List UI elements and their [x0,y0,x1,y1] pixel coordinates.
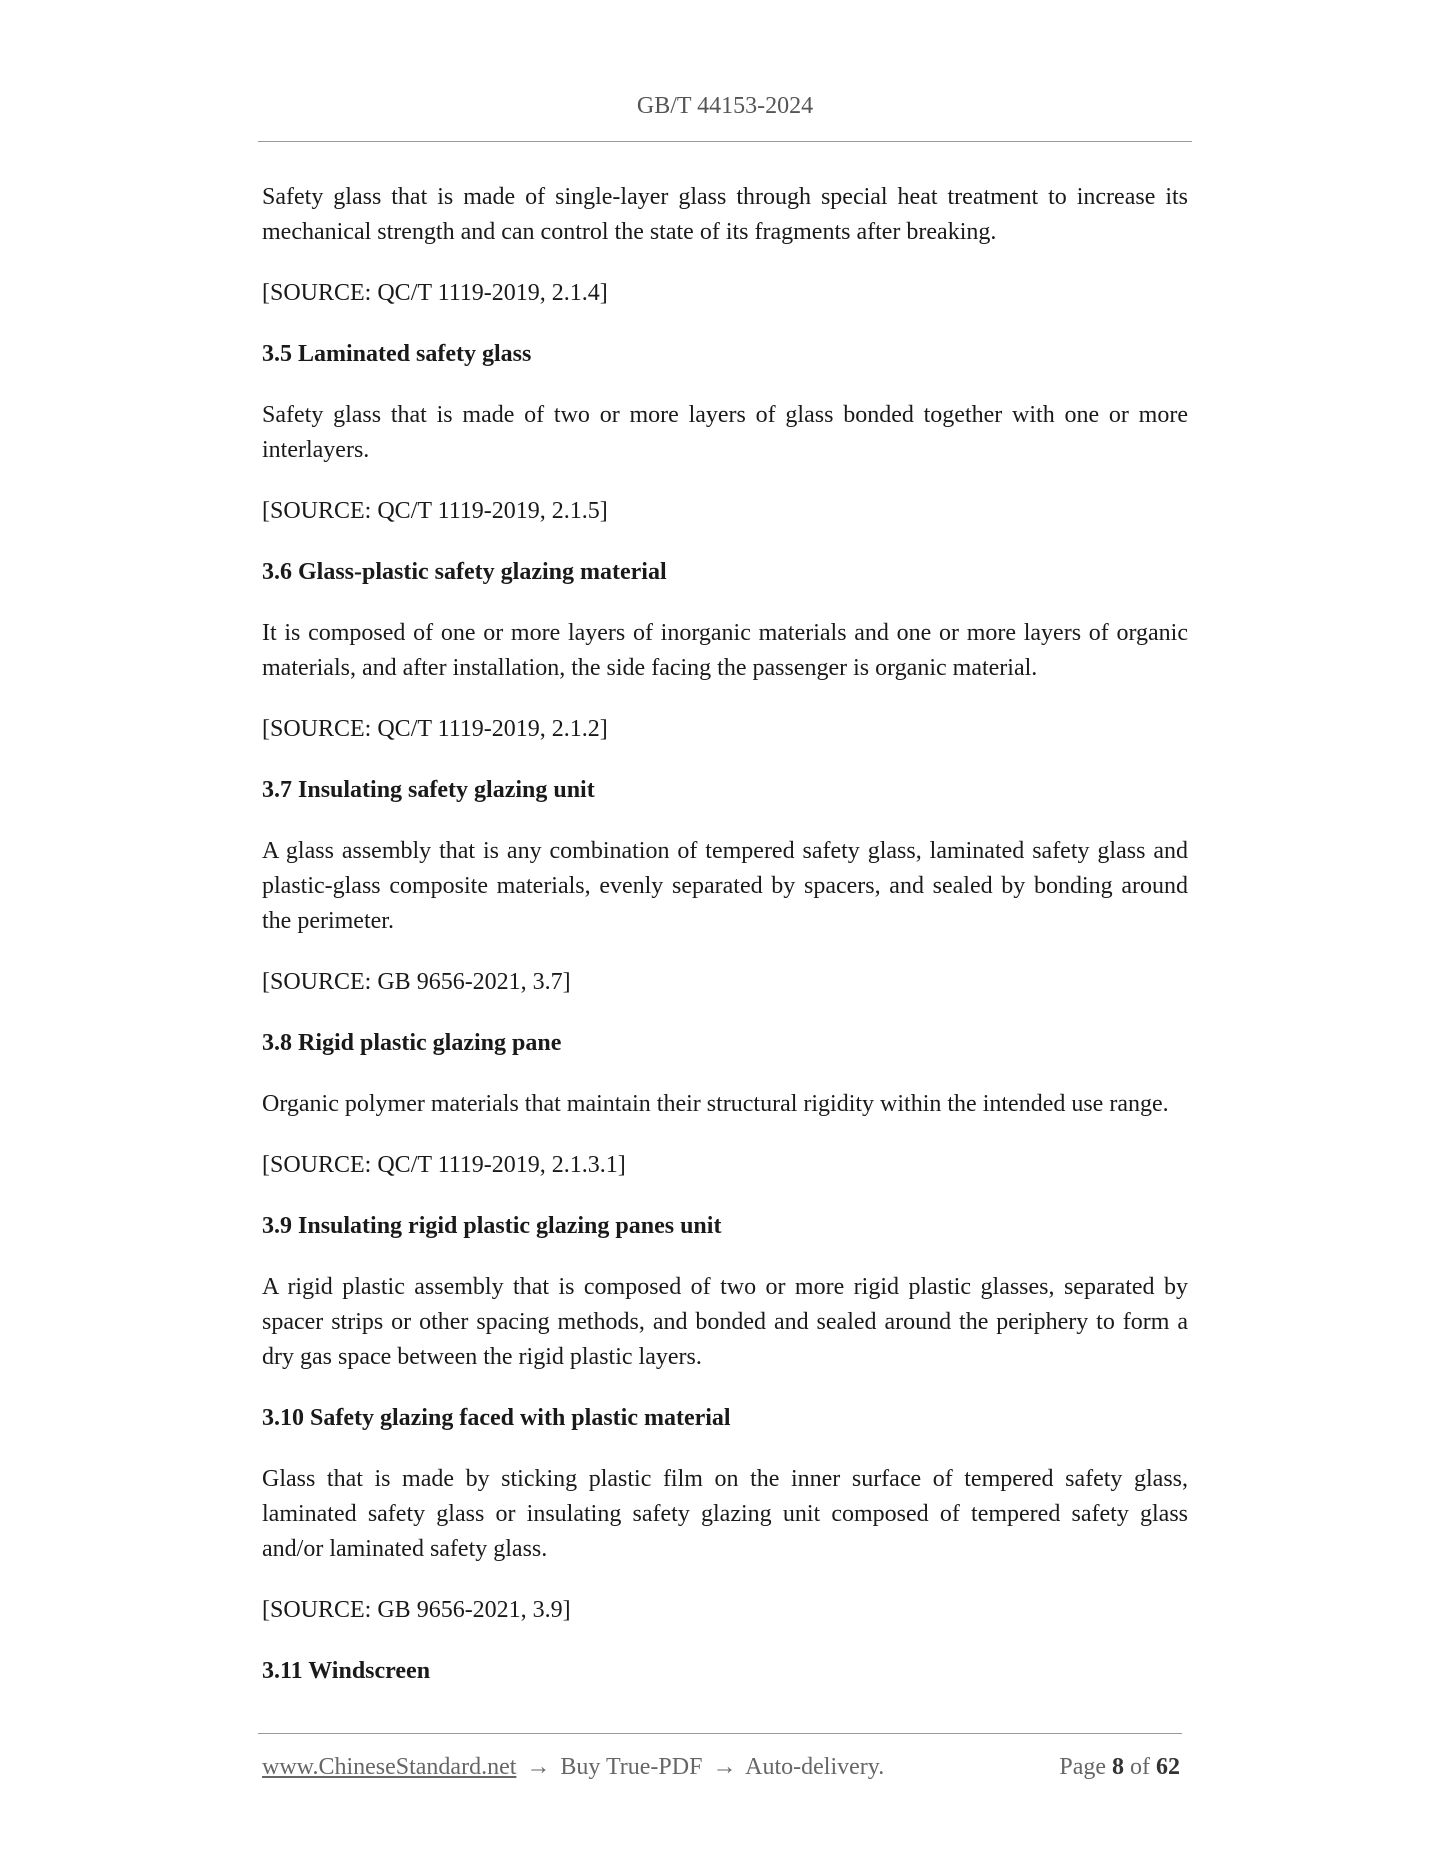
term-heading: 3.8 Rigid plastic glazing pane [262,1030,562,1056]
source-citation: [SOURCE: GB 9656-2021, 3.9] [262,1597,571,1623]
total-pages-number: 62 [1156,1754,1180,1780]
definition-paragraph: Glass that is made by sticking plastic film on the inner surface of tempered safety glass, laminated safety glass or insulating safety glazing unit composed of tempered safety glass and/or laminated safety glass. [262,1466,1188,1562]
footer-divider [258,1733,1182,1734]
term-heading: 3.9 Insulating rigid plastic glazing panes unit [262,1213,722,1239]
term-heading: 3.6 Glass-plastic safety glazing material [262,559,667,585]
source-citation: [SOURCE: GB 9656-2021, 3.7] [262,969,571,995]
definition-paragraph: It is composed of one or more layers of inorganic materials and one or more layers of organic materials, and after installation, the side facing the passenger is organic material. [262,620,1188,681]
right-arrow-icon: → [712,1754,737,1780]
definition-paragraph: Organic polymer materials that maintain their structural rigidity within the intended use range. [262,1091,1169,1117]
of-label: of [1130,1754,1150,1780]
term-heading: 3.7 Insulating safety glazing unit [262,777,595,803]
footer-promo [262,1752,884,1782]
definition-paragraph: A rigid plastic assembly that is composed of two or more rigid plastic glasses, separated by spacer strips or other spacing methods, and bonded and sealed around the periphery to form a dry gas space between the rigid plastic layers. [262,1274,1188,1370]
current-page-number: 8 [1112,1754,1124,1780]
source-citation: [SOURCE: QC/T 1119-2019, 2.1.5] [262,498,608,524]
definition-paragraph: A glass assembly that is any combination of tempered safety glass, laminated safety glass and plastic-glass composite materials, evenly separated by spacers, and sealed by bonding around the perimeter. [262,838,1188,934]
buy-true-pdf-text: Buy True-PDF [560,1754,703,1780]
source-citation: [SOURCE: QC/T 1119-2019, 2.1.4] [262,280,608,306]
header-divider [258,141,1192,142]
term-heading: 3.11 Windscreen [262,1658,431,1684]
term-heading: 3.10 Safety glazing faced with plastic material [262,1405,731,1431]
definition-paragraph: Safety glass that is made of single-layer glass through special heat treatment to increase its mechanical strength and can control the state of its fragments after breaking. [262,184,1188,245]
source-citation: [SOURCE: QC/T 1119-2019, 2.1.3.1] [262,1152,626,1178]
page-label: Page [1059,1754,1106,1780]
source-citation: [SOURCE: QC/T 1119-2019, 2.1.2] [262,716,608,742]
definition-paragraph: Safety glass that is made of two or more layers of glass bonded together with one or more interlayers. [262,402,1188,463]
document-id-header: GB/T 44153-2024 [636,93,814,119]
auto-delivery-text: Auto-delivery. [745,1754,885,1780]
right-arrow-icon: → [526,1754,551,1780]
document-body [262,180,1188,1715]
page-counter [1059,1752,1180,1782]
website-link[interactable]: www.ChineseStandard.net [262,1754,517,1780]
term-heading: 3.5 Laminated safety glass [262,341,532,367]
